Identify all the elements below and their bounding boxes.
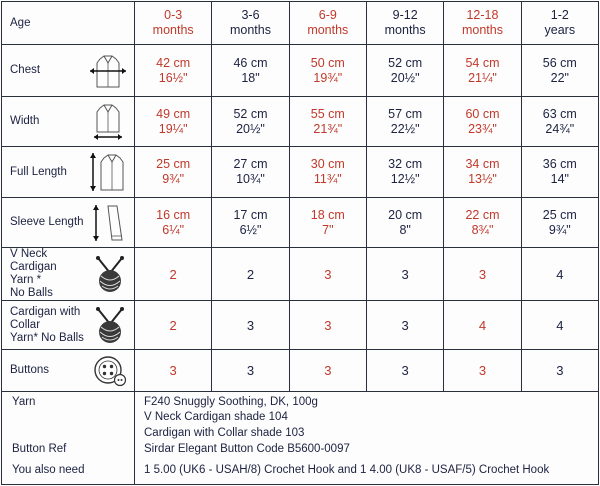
age-range: 1-2	[550, 8, 569, 22]
yarn-label: Yarn	[12, 396, 36, 408]
age-range: 9-12	[392, 8, 418, 22]
inch-value: 9¾"	[548, 222, 571, 237]
age-col-1-2	[521, 2, 598, 45]
age-unit: months	[384, 23, 426, 37]
buttons-9-12: 3	[366, 350, 443, 392]
sleeve-length-row	[2, 198, 599, 248]
size-table	[1, 1, 599, 392]
age-unit: months	[229, 23, 271, 37]
inch-value: 10¾"	[236, 172, 265, 186]
width-3-6	[212, 97, 289, 147]
yarn-line: V Neck Cardigan shade 104	[144, 411, 288, 423]
cm-value: 60 cm	[465, 106, 500, 121]
age-unit: months	[307, 23, 349, 37]
age-col-3-6	[212, 2, 289, 45]
full-length-row	[2, 147, 599, 198]
full-length-6-9	[289, 147, 366, 198]
label-line: Cardigan with	[10, 305, 81, 318]
full-length-label: Full Length	[10, 165, 67, 178]
inch-value: 18"	[241, 70, 260, 85]
age-unit: months	[152, 23, 194, 37]
inch-value: 16½"	[158, 70, 188, 85]
age-range: 12-18	[466, 8, 499, 22]
cm-value: 57 cm	[388, 106, 423, 121]
full-length-12-18	[444, 147, 521, 198]
sleeve-6-9	[289, 198, 366, 248]
inch-value: 20½"	[390, 70, 420, 85]
age-header-row	[2, 2, 599, 45]
sleeve-length-label-cell	[2, 198, 135, 248]
full-length-label-cell	[2, 147, 135, 198]
width-label: Width	[10, 115, 40, 127]
inch-value: 22½"	[390, 121, 420, 136]
full-length-9-12	[366, 147, 443, 198]
inch-value: 24¾"	[545, 121, 575, 136]
buttons-0-3: 3	[135, 350, 212, 392]
collar-12-18: 4	[444, 301, 521, 350]
full-length-1-2	[521, 147, 598, 198]
cm-value: 22 cm	[465, 207, 500, 222]
inch-value: 12½"	[390, 172, 420, 186]
width-label-cell	[2, 97, 135, 147]
collar-label	[10, 306, 84, 345]
full-length-0-3	[135, 147, 212, 198]
inch-value: 13½"	[468, 172, 497, 186]
v-neck-6-9: 3	[289, 248, 366, 301]
age-col-9-12	[366, 2, 443, 45]
inch-value: 11¾"	[313, 172, 342, 186]
buttons-1-2: 3	[521, 350, 598, 392]
v-neck-12-18: 3	[444, 248, 521, 301]
inch-value: 14"	[550, 172, 569, 186]
collar-0-3: 2	[135, 301, 212, 350]
sleeve-length-icon	[90, 202, 128, 244]
width-9-12	[366, 97, 443, 147]
v-neck-9-12: 3	[366, 248, 443, 301]
age-unit: years	[544, 23, 576, 37]
buttons-row	[2, 350, 599, 392]
chest-row	[2, 45, 599, 97]
full-length-3-6	[212, 147, 289, 198]
chest-1-2	[521, 45, 598, 97]
cardigan-chest-icon	[88, 51, 128, 91]
cm-value: 52 cm	[233, 106, 268, 121]
cm-value: 36 cm	[542, 157, 577, 171]
chest-0-3	[135, 45, 212, 97]
label-line: No Balls	[10, 287, 53, 299]
v-neck-0-3: 2	[135, 248, 212, 301]
cm-value: 18 cm	[310, 207, 345, 222]
cm-value: 46 cm	[233, 55, 268, 70]
width-12-18	[444, 97, 521, 147]
age-label: Age	[10, 16, 31, 29]
cm-value: 30 cm	[310, 157, 345, 171]
cm-value: 50 cm	[310, 55, 345, 70]
age-range: 0-3	[164, 8, 183, 22]
inch-value: 22"	[550, 70, 569, 85]
inch-value: 20½"	[236, 121, 265, 136]
cardigan-length-icon	[88, 150, 128, 194]
yarn-ball-icon	[92, 305, 128, 345]
age-col-0-3	[135, 2, 212, 45]
inch-value: 19¼"	[158, 121, 188, 136]
age-col-12-18	[444, 2, 521, 45]
inch-value: 19¾"	[313, 70, 343, 85]
inch-value: 7"	[322, 222, 334, 237]
v-neck-label	[10, 248, 92, 300]
inch-value: 6½"	[239, 222, 262, 237]
cm-value: 25 cm	[542, 207, 577, 222]
age-range: 3-6	[241, 8, 260, 22]
yarn-ball-icon	[92, 254, 128, 294]
v-neck-1-2: 4	[521, 248, 598, 301]
v-neck-3-6: 2	[212, 248, 289, 301]
collar-label-cell	[2, 301, 135, 350]
materials-info	[1, 387, 599, 485]
buttons-12-18: 3	[444, 350, 521, 392]
button-ref-label: Button Ref	[12, 443, 67, 455]
age-range: 6-9	[318, 8, 337, 22]
chest-label: Chest	[10, 64, 41, 76]
also-need-label: You also need	[12, 464, 85, 476]
age-header-cell	[2, 2, 135, 45]
buttons-label-cell	[2, 350, 135, 392]
cm-value: 56 cm	[542, 55, 577, 70]
cm-value: 16 cm	[156, 207, 191, 222]
cm-value: 49 cm	[156, 106, 191, 121]
chest-12-18	[444, 45, 521, 97]
sleeve-3-6	[212, 198, 289, 248]
collar-6-9: 3	[289, 301, 366, 350]
sleeve-12-18	[444, 198, 521, 248]
buttons-3-6: 3	[212, 350, 289, 392]
sleeve-9-12	[366, 198, 443, 248]
width-0-3	[135, 97, 212, 147]
cm-value: 27 cm	[233, 157, 268, 171]
label-line: Yarn* No Balls	[10, 331, 84, 344]
age-col-6-9	[289, 2, 366, 45]
cm-value: 52 cm	[388, 55, 423, 70]
chest-6-9	[289, 45, 366, 97]
cm-value: 20 cm	[388, 207, 423, 222]
cm-value: 55 cm	[310, 106, 345, 121]
buttons-label: Buttons	[10, 364, 49, 376]
inch-value: 8¾"	[471, 222, 494, 237]
collar-3-6: 3	[212, 301, 289, 350]
cm-value: 54 cm	[465, 55, 500, 70]
inch-value: 21¼"	[468, 70, 497, 85]
width-1-2	[521, 97, 598, 147]
also-need-value: 1 5.00 (UK6 - USAH/8) Crochet Hook and 1 4.00 (UK8 - USAF/5) Crochet Hook	[144, 464, 550, 476]
info-divider	[134, 387, 135, 484]
inch-value: 21¾"	[313, 121, 343, 136]
inch-value: 9¾"	[162, 172, 185, 186]
cm-value: 63 cm	[542, 106, 577, 121]
buttons-6-9: 3	[289, 350, 366, 392]
yarn-line: Cardigan with Collar shade 103	[144, 427, 305, 439]
sleeve-0-3	[135, 198, 212, 248]
cm-value: 32 cm	[388, 157, 423, 171]
label-line: Yarn *	[10, 274, 42, 286]
button-icon	[92, 355, 128, 387]
label-line: Collar	[10, 318, 41, 331]
cardigan-width-icon	[88, 102, 128, 142]
sleeve-1-2	[521, 198, 598, 248]
width-6-9	[289, 97, 366, 147]
chest-3-6	[212, 45, 289, 97]
yarn-line: F240 Snuggly Soothing, DK, 100g	[144, 396, 318, 408]
button-ref-value: Sirdar Elegant Button Code B5600-0097	[144, 443, 350, 455]
cm-value: 34 cm	[465, 157, 500, 171]
v-neck-balls-row	[2, 248, 599, 301]
label-line: V Neck Cardigan	[10, 248, 57, 273]
v-neck-label-cell	[2, 248, 135, 301]
inch-value: 6¼"	[162, 222, 185, 237]
chest-9-12	[366, 45, 443, 97]
inch-value: 8"	[399, 222, 411, 237]
age-unit: months	[461, 23, 503, 37]
width-row	[2, 97, 599, 147]
collar-balls-row	[2, 301, 599, 350]
inch-value: 23¾"	[468, 121, 497, 136]
cm-value: 25 cm	[156, 157, 191, 171]
cm-value: 42 cm	[156, 55, 191, 70]
sleeve-length-label: Sleeve Length	[10, 216, 84, 228]
collar-1-2: 4	[521, 301, 598, 350]
collar-9-12: 3	[366, 301, 443, 350]
cm-value: 17 cm	[233, 207, 268, 222]
chest-label-cell	[2, 45, 135, 97]
